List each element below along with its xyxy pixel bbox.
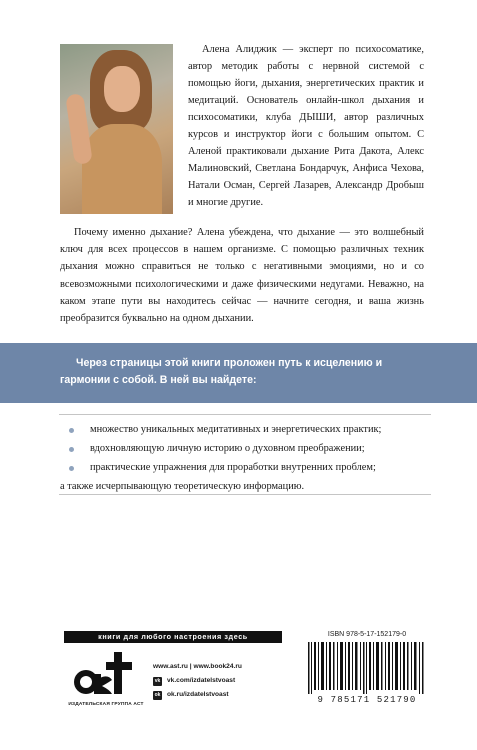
list-tail: а также исчерпывающую теоретическую информацию. (60, 481, 305, 492)
photo-arm (65, 93, 93, 165)
footer-links (153, 660, 293, 702)
barcode-icon (300, 642, 434, 694)
tagline: книги для любого настроения здесь (98, 632, 248, 641)
list-item: множество уникальных медитативных и энергетических практик; (60, 422, 432, 437)
barcode-digits: 9 785171 521790 (317, 695, 417, 705)
highlight-text: Через страницы этой книги проложен путь к исцелению и гармонии с собой. В ней вы найдете: (60, 357, 383, 386)
feature-list (60, 422, 432, 498)
intro-paragraph: Почему именно дыхание? Алена убеждена, что дыхание — это волшебный ключ для всех процессов в нашем организме. С помощью различных техник дыхания можно справиться не только с негативными эмоциями, но и со всевозможными психологическими и даже физическими недугами. Неважно, на каком этапе пути вы находитесь сейчас — начните сегодня, и ваша жизнь преобразится буквально на одном дыхании. (60, 227, 424, 325)
divider-bottom (59, 494, 431, 495)
author-photo (60, 44, 173, 214)
ok-link[interactable]: ok ok.ru/izdatelstvoast (154, 691, 229, 698)
bullet-icon (69, 428, 74, 433)
bullet-icon (69, 447, 74, 452)
divider-top (59, 414, 431, 415)
ok-icon: ok (154, 691, 161, 698)
vk-link[interactable]: vk vk.com/izdatelstvoast (154, 677, 236, 684)
author-bio: Алена Алиджик — эксперт по психосоматике, автор методик работы с нервной системой с помощью йоги, дыхания, энергетических практик и медитаций. Основатель онлайн-школ дыхания и психосоматики, клуба ДЫШИ, автор различных курсов и инструктор йоги с большим опытом. С Аленой практиковали дыхание Рита Дакота, Алекс Малиновский, Светлана Бондарчук, Анфиса Чехова, Натали Осман, Сергей Лазарев, Александр Дробыш и многие другие. (188, 44, 424, 208)
vk-icon: vk (154, 677, 161, 684)
list-item: вдохновляющую личную историю о духовном преображении; (60, 441, 432, 456)
bullet-icon (69, 466, 74, 471)
websites-link[interactable]: www.ast.ru | www.book24.ru (153, 663, 242, 670)
photo-face (104, 66, 140, 112)
list-item: практические упражнения для проработки внутренних проблем; (60, 460, 432, 475)
ast-logo-icon (70, 648, 140, 698)
photo-body (82, 124, 162, 214)
publisher-name: ИЗДАТЕЛЬСКАЯ ГРУППА АСТ (68, 702, 144, 707)
isbn: ISBN 978-5-17-152179-0 (327, 631, 407, 638)
